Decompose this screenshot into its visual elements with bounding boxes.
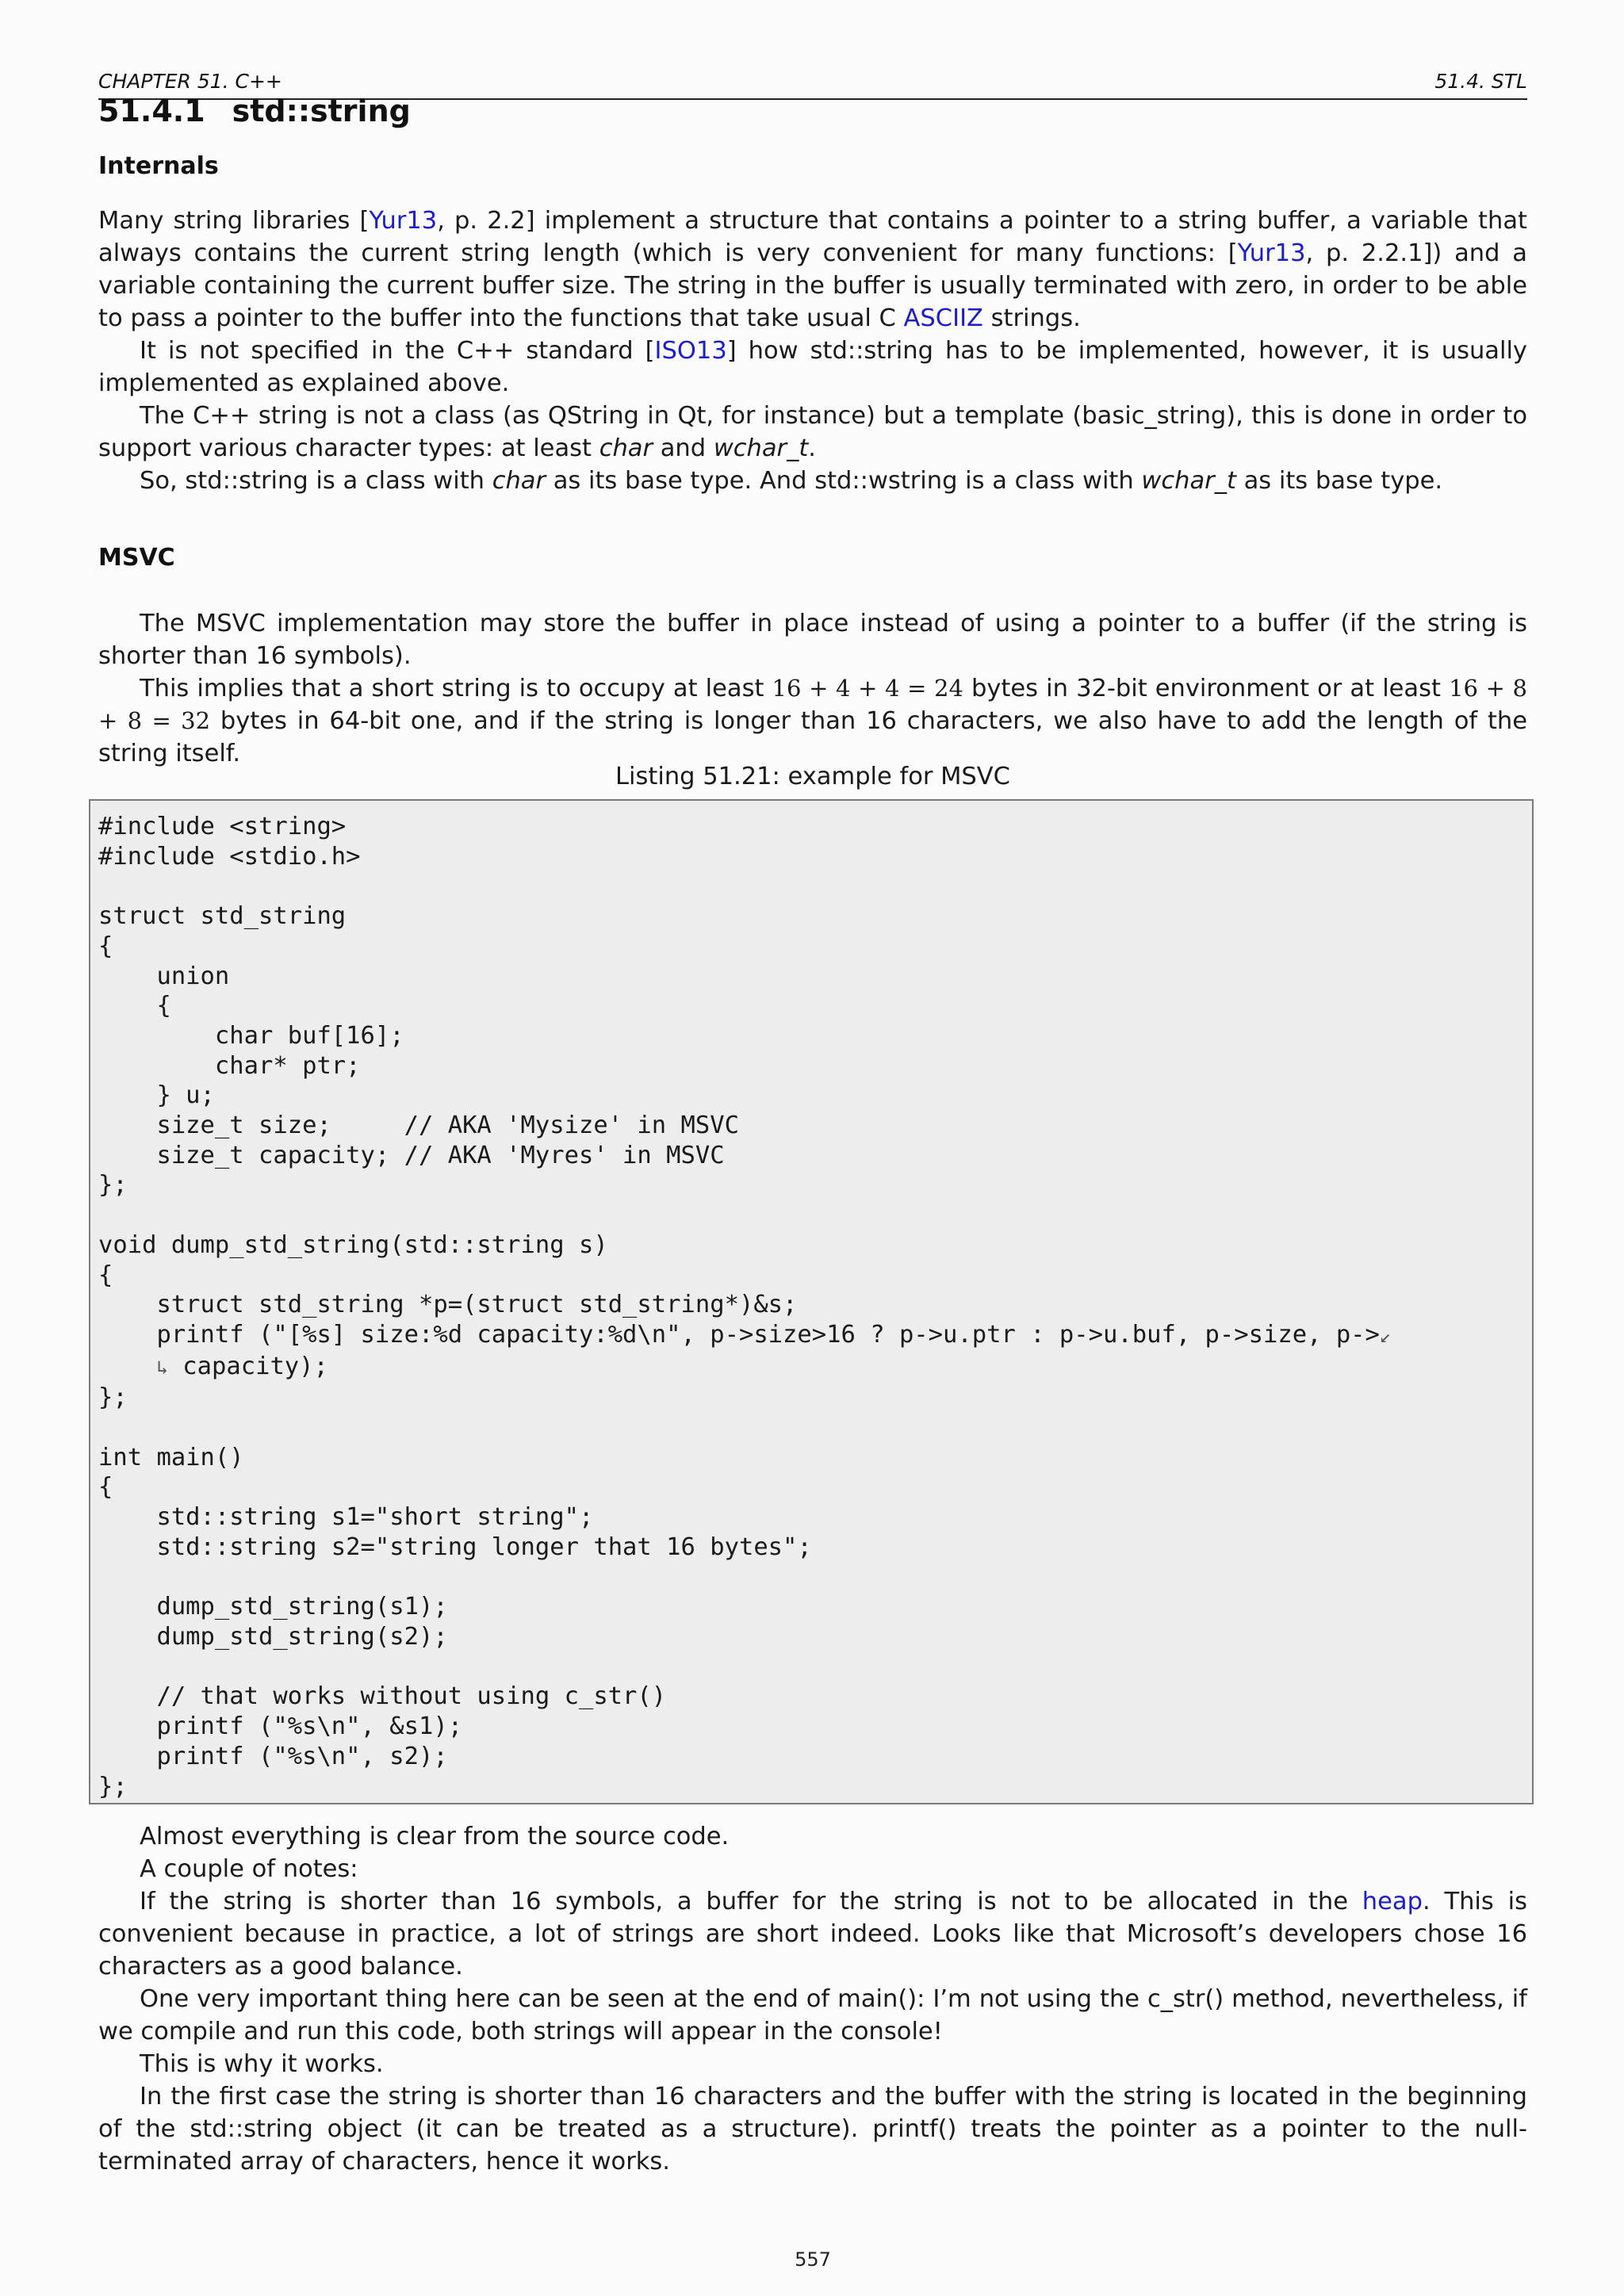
glossary-link[interactable]: heap (1362, 1888, 1423, 1915)
code-block: #include <string> #include <stdio.h> struct std_string { union { char buf[16]; char* ptr; } u; size_t size; // AKA 'Mysize' in MSVC size_t capacity; // AKA 'Myres' in MSVC }; void dump_std_string(std::string s) { struct std_string *p=(struct std_string*)&s; printf ("[%s] size:%d capacity:%d\n", p->size>16 ? p->u.ptr : p->u.buf, p->size, p->↙ ↳ capacity); }; int main() { std::string s1="short string"; std::string s2="string longer that 16 bytes"; dump_std_string(s1); dump_std_string(s2); // that works without using c_str() printf ("%s\n", &s1); printf ("%s\n", s2); }; (98, 813, 1392, 1800)
paragraph: Almost everything is clear from the source code. (140, 1823, 730, 1850)
paragraph: If the string is shorter than 16 symbols, a buffer for the string is not to be allocated in the heap. This is convenient because in practice, a lot of strings are short indeed. Looks like that Microsoft’s developers chose 16 characters as a good balance. (98, 1888, 1527, 1980)
paragraph: A couple of notes: (140, 1855, 358, 1883)
paragraph: The C++ string is not a class (as QString in Qt, for instance) but a template (basic_string), this is done in order to support various character types: at least char and wchar_t. (98, 402, 1527, 462)
internals-heading: Internals (98, 152, 219, 180)
msvc-heading: MSVC (98, 544, 175, 572)
paragraph: This is why it works. (140, 2050, 384, 2078)
line-wrap-end-icon: ↙ (1379, 1324, 1392, 1347)
paragraph: It is not specified in the C++ standard [ISO13] how std::string has to be implemented, however, it is usually implemented as explained above. (98, 337, 1527, 397)
paragraph: Many string libraries [Yur13, p. 2.2] implement a structure that contains a pointer to a string buffer, a variable that always contains the current string length (which is very convenient for many functions: [Yur13, p. 2.2.1]) and a variable containing the current buffer size. The string in the buffer is usually terminated with zero, in order to be able to pass a pointer to the buffer into the functions that take usual C ASCIIZ strings. (98, 207, 1527, 332)
section-number: 51.4.1 (98, 94, 205, 128)
section-name: std::string (232, 94, 411, 128)
paragraph: In the first case the string is shorter than 16 characters and the buffer with the string is located in the beginning of the std::string object (it can be treated as a structure). printf() treats the pointer as a pointer to the null-terminated array of characters, hence it works. (98, 2083, 1527, 2175)
listing-caption: Listing 51.21: example for MSVC (615, 763, 1010, 790)
after-listing-body (98, 1820, 1527, 2178)
internals-body (98, 205, 1527, 497)
paragraph: So, std::string is a class with char as its base type. And std::wstring is a class with wchar_t as its base type. (140, 467, 1443, 495)
header-chapter: CHAPTER 51. C++ (98, 70, 282, 93)
citation-link[interactable]: ISO13 (654, 337, 727, 365)
page-number: 557 (795, 2248, 831, 2271)
code-listing (89, 799, 1534, 1804)
msvc-body (98, 607, 1527, 770)
section-title (98, 94, 411, 128)
math-expression: 16 + 4 + 4 = 24 (772, 675, 963, 702)
citation-link[interactable]: Yur13 (1237, 239, 1306, 267)
line-wrap-start-icon: ↳ (156, 1356, 168, 1379)
glossary-link[interactable]: ASCIIZ (903, 304, 983, 332)
paragraph: The MSVC implementation may store the buffer in place instead of using a pointer to a buffer (if the string is shorter than 16 symbols). (98, 610, 1527, 670)
paragraph: This implies that a short string is to occupy at least 16 + 4 + 4 = 24 bytes in 32-bit environment or at least 16 + 8 + 8 = 32 bytes in 64-bit one, and if the string is longer than 16 characters, we also have to add the length of the string itself. (98, 675, 1527, 767)
math-expression: 16 + 8 + 8 = 32 (98, 675, 1527, 734)
paragraph: One very important thing here can be seen at the end of main(): I’m not using the c_str() method, nevertheless, if we compile and run this code, both strings will appear in the console! (98, 1985, 1527, 2045)
citation-link[interactable]: Yur13 (369, 207, 438, 235)
header-section: 51.4. STL (1434, 70, 1527, 93)
